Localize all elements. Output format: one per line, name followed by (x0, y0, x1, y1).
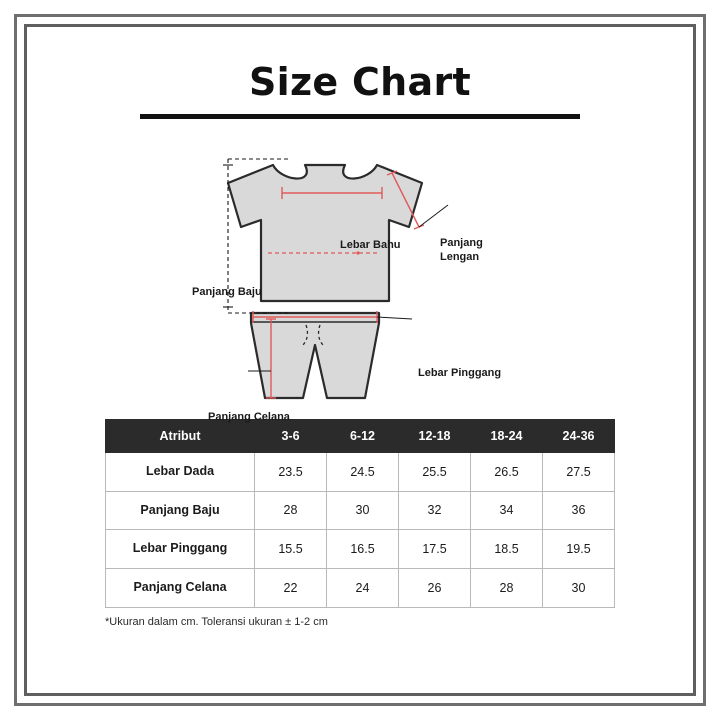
label-pants-length: Panjang Celana (208, 411, 290, 423)
cell-panjang-baju-12-18: 32 (399, 491, 471, 530)
cell-panjang-baju-3-6: 28 (255, 491, 327, 530)
cell-panjang-baju-6-12: 30 (327, 491, 399, 530)
page-content (40, 40, 680, 680)
cell-lebar-pinggang-3-6: 15.5 (255, 530, 327, 569)
cell-lebar-dada-6-12: 24.5 (327, 453, 399, 492)
size-table-body (106, 453, 615, 608)
cell-panjang-baju-18-24: 34 (471, 491, 543, 530)
cell-panjang-celana-6-12: 24 (327, 568, 399, 607)
header-size-3-6: 3-6 (255, 420, 327, 453)
cell-panjang-celana-3-6: 22 (255, 568, 327, 607)
cell-lebar-dada-12-18: 25.5 (399, 453, 471, 492)
garment-illustration (40, 123, 680, 413)
cell-panjang-celana-24-36: 30 (543, 568, 615, 607)
cell-panjang-baju-24-36: 36 (543, 491, 615, 530)
row-label-lebar-dada: Lebar Dada (106, 453, 255, 492)
title-divider (140, 114, 580, 119)
page-title: Size Chart (248, 60, 471, 104)
cell-lebar-dada-18-24: 26.5 (471, 453, 543, 492)
header-size-18-24: 18-24 (471, 420, 543, 453)
tshirt-shape (228, 165, 422, 301)
row-label-panjang-baju: Panjang Baju (106, 491, 255, 530)
label-waist-width: Lebar Pinggang (418, 367, 502, 379)
header-size-6-12: 6-12 (327, 420, 399, 453)
label-sleeve-length (440, 237, 510, 265)
table-row (106, 568, 615, 607)
size-table (105, 419, 615, 608)
size-table-head (106, 420, 615, 453)
measurement-note: *Ukuran dalam cm. Toleransi ukuran ± 1-2 cm (105, 615, 328, 628)
header-size-24-36: 24-36 (543, 420, 615, 453)
size-table-wrap (105, 419, 615, 608)
cell-lebar-pinggang-12-18: 17.5 (399, 530, 471, 569)
cell-lebar-pinggang-6-12: 16.5 (327, 530, 399, 569)
row-label-panjang-celana: Panjang Celana (106, 568, 255, 607)
cell-lebar-dada-3-6: 23.5 (255, 453, 327, 492)
table-row (106, 530, 615, 569)
cell-lebar-dada-24-36: 27.5 (543, 453, 615, 492)
label-shirt-length: Panjang Baju (192, 286, 262, 298)
table-header-row (106, 420, 615, 453)
shorts-shape (251, 313, 379, 398)
label-shoulder-width: Lebar Bahu (340, 239, 401, 251)
table-row (106, 491, 615, 530)
label-sleeve-length-line2: Lengan (440, 250, 480, 263)
cell-panjang-celana-18-24: 28 (471, 568, 543, 607)
cell-lebar-pinggang-18-24: 18.5 (471, 530, 543, 569)
label-sleeve-length-line1: Panjang (440, 237, 483, 249)
cell-panjang-celana-12-18: 26 (399, 568, 471, 607)
table-row (106, 453, 615, 492)
cell-lebar-pinggang-24-36: 19.5 (543, 530, 615, 569)
header-size-12-18: 12-18 (399, 420, 471, 453)
row-label-lebar-pinggang: Lebar Pinggang (106, 530, 255, 569)
garment-diagram (40, 123, 680, 423)
header-attribute: Atribut (106, 420, 255, 453)
